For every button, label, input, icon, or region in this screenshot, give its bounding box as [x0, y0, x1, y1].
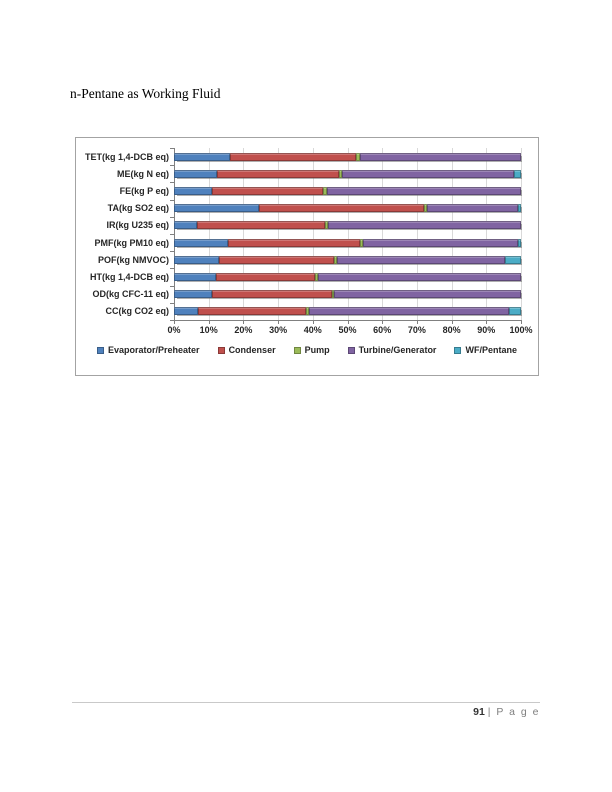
- bar-segment: [212, 187, 323, 195]
- legend-label: Turbine/Generator: [358, 345, 437, 355]
- x-axis-tick-label: 40%: [303, 325, 322, 335]
- x-axis-tick-label: 60%: [373, 325, 392, 335]
- bar-stack: [174, 221, 521, 229]
- x-axis-tick: [243, 320, 244, 324]
- x-axis-tick-label: 30%: [269, 325, 288, 335]
- chart-legend: [86, 345, 528, 355]
- bar-segment: [219, 256, 334, 264]
- legend-item: [218, 345, 276, 355]
- x-axis-tick-label: 0%: [167, 325, 181, 335]
- x-axis-tick-label: 50%: [338, 325, 357, 335]
- y-axis-category-label: POF(kg NMVOC): [98, 254, 169, 265]
- bar-row: [174, 187, 521, 195]
- footer-divider: [72, 702, 540, 703]
- x-axis-tick: [452, 320, 453, 324]
- footer-page-label-text: | P a g e: [487, 706, 540, 718]
- bar-segment: [363, 239, 517, 247]
- stacked-bar-chart: [75, 137, 539, 376]
- page-footer: [72, 706, 540, 718]
- legend-item: [294, 345, 330, 355]
- bar-row: [174, 273, 521, 281]
- bar-segment: [174, 256, 219, 264]
- x-axis-tick-label: 100%: [509, 325, 533, 335]
- bar-stack: [174, 153, 521, 161]
- bar-segment: [228, 239, 360, 247]
- bar-stack: [174, 273, 521, 281]
- y-axis-category-label: CC(kg CO2 eq): [105, 306, 169, 317]
- bar-stack: [174, 307, 521, 315]
- legend-item: [454, 345, 517, 355]
- bar-segment: [174, 290, 212, 298]
- x-axis-tick: [278, 320, 279, 324]
- footer-page-number: 91: [473, 706, 485, 718]
- bar-segment: [216, 273, 315, 281]
- legend-marker-icon: [348, 347, 355, 354]
- y-axis-tick: [170, 148, 174, 149]
- bar-segment: [259, 204, 424, 212]
- y-axis-tick: [170, 251, 174, 252]
- bar-row: [174, 221, 521, 229]
- legend-label: Pump: [304, 345, 330, 355]
- legend-label: Evaporator/Preheater: [108, 345, 200, 355]
- bar-segment: [174, 204, 259, 212]
- bar-row: [174, 307, 521, 315]
- legend-item: [97, 345, 200, 355]
- bar-stack: [174, 239, 521, 247]
- y-axis-tick: [170, 286, 174, 287]
- bar-segment: [342, 170, 514, 178]
- bar-stack: [174, 290, 521, 298]
- x-axis-tick: [486, 320, 487, 324]
- bar-segment: [217, 170, 338, 178]
- bar-segment: [427, 204, 517, 212]
- y-axis-tick: [170, 303, 174, 304]
- y-axis-category-label: HT(kg 1,4-DCB eq): [89, 272, 169, 282]
- bar-segment: [174, 221, 197, 229]
- bar-segment: [309, 307, 509, 315]
- bar-stack: [174, 204, 521, 212]
- legend-item: [348, 345, 437, 355]
- y-axis-tick: [170, 268, 174, 269]
- page-title: n-Pentane as Working Fluid: [70, 86, 221, 101]
- x-axis-tick-labels: [167, 325, 533, 337]
- y-axis-category-label: TA(kg SO2 eq): [107, 203, 169, 214]
- bar-segment: [327, 187, 521, 195]
- bar-segment: [328, 221, 521, 229]
- y-axis-tick: [170, 217, 174, 218]
- bar-segment: [318, 273, 521, 281]
- plot-area: [174, 148, 521, 320]
- gridline: [521, 148, 522, 320]
- bar-segment: [360, 153, 521, 161]
- bar-row: [174, 153, 521, 161]
- y-axis-tick: [170, 200, 174, 201]
- x-axis-tick: [174, 320, 175, 324]
- y-axis-category-label: OD(kg CFC-11 eq): [92, 289, 169, 300]
- bar-segment: [337, 256, 505, 264]
- bar-segment: [174, 153, 230, 161]
- x-axis-tick: [417, 320, 418, 324]
- bar-stack: [174, 187, 521, 195]
- bar-segment: [198, 307, 306, 315]
- bar-stack: [174, 256, 521, 264]
- bar-segment: [518, 204, 521, 212]
- y-axis-tick: [170, 320, 174, 321]
- x-axis-tick: [313, 320, 314, 324]
- bar-segment: [174, 239, 228, 247]
- x-axis-tick-label: 70%: [407, 325, 426, 335]
- legend-label: Condenser: [228, 345, 276, 355]
- y-axis-category-label: FE(kg P eq): [119, 186, 169, 196]
- x-axis-tick: [209, 320, 210, 324]
- x-axis-tick-label: 80%: [442, 325, 461, 335]
- y-axis-labels: [76, 148, 169, 320]
- y-axis-category-label: PMF(kg PM10 eq): [94, 237, 169, 248]
- x-axis-tick-label: 10%: [199, 325, 218, 335]
- bar-segment: [212, 290, 332, 298]
- bar-segment: [197, 221, 325, 229]
- bar-segment: [174, 273, 216, 281]
- bar-row: [174, 290, 521, 298]
- x-axis-tick: [382, 320, 383, 324]
- y-axis-tick: [170, 182, 174, 183]
- bar-segment: [230, 153, 357, 161]
- bar-segment: [505, 256, 521, 264]
- y-axis-category-label: TET(kg 1,4-DCB eq): [84, 151, 169, 162]
- y-axis-category-label: IR(kg U235 eq): [106, 220, 169, 231]
- bar-stack: [174, 170, 521, 178]
- x-axis-tick-label: 20%: [234, 325, 253, 335]
- y-axis-tick: [170, 234, 174, 235]
- bar-row: [174, 170, 521, 178]
- legend-marker-icon: [294, 347, 301, 354]
- legend-label: WF/Pentane: [465, 345, 517, 355]
- legend-marker-icon: [97, 347, 104, 354]
- bar-segment: [518, 239, 521, 247]
- bar-segment: [514, 170, 521, 178]
- legend-marker-icon: [218, 347, 225, 354]
- x-axis-tick-label: 90%: [477, 325, 496, 335]
- y-axis-tick: [170, 165, 174, 166]
- bar-segment: [174, 187, 212, 195]
- bar-row: [174, 256, 521, 264]
- bar-row: [174, 239, 521, 247]
- y-axis-category-label: ME(kg N eq): [116, 168, 169, 179]
- x-axis-tick: [521, 320, 522, 324]
- x-axis-tick: [348, 320, 349, 324]
- bar-segment: [174, 307, 198, 315]
- bar-segment: [509, 307, 521, 315]
- bar-segment: [334, 290, 521, 298]
- legend-marker-icon: [454, 347, 461, 354]
- bar-segment: [174, 170, 217, 178]
- bar-row: [174, 204, 521, 212]
